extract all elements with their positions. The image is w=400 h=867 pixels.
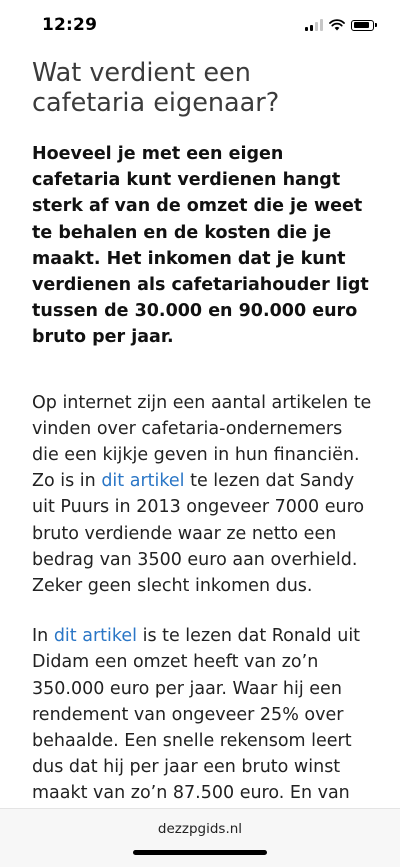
paragraph-2-text-after: is te lezen dat Ronald uit Didam een omzet heeft van zo’n 350.000 euro per jaar. Waar hij een rendement van ongeveer 25% over behaalde. Een snelle rekensom leert dus dat hij per jaar een bruto winst maakt van zo’n 87.500 euro. En van [32, 626, 361, 804]
dit-artikel-link-1[interactable]: dit artikel [101, 471, 185, 492]
status-bar [0, 0, 400, 50]
dit-artikel-link-2[interactable]: dit artikel [53, 626, 138, 647]
wifi-icon [329, 19, 345, 31]
article-lead: Hoeveel je met een eigen cafetaria kunt verdienen hangt sterk af van de omzet die je weet te behalen en de kosten die je maakt. Het inkomen dat je kunt verdienen als cafetariahouder ligt tussen de 30.000 en 90.000 euro bruto per jaar. [32, 144, 369, 348]
paragraph-1-text-before: Op internet zijn een aantal artikelen te vinden over cafetaria-ondernemers die een kijkje geven in hun financiën. Zo is in [32, 392, 372, 492]
article [32, 58, 372, 807]
article-paragraph-2 [32, 623, 372, 806]
paragraph-1-text-after: te lezen dat Sandy uit Puurs in 2013 ongeveer 7000 euro bruto verdiende waar ze netto een bedrag van 3500 euro aan overhield. Zeker geen slecht inkomen dus. [32, 471, 365, 597]
paragraph-2-text-before: In [32, 626, 54, 647]
status-time: 12:29 [42, 15, 98, 35]
home-indicator[interactable] [133, 850, 267, 855]
browser-url-bar[interactable] [0, 808, 400, 867]
article-title: Wat verdient een cafetaria eigenaar? [32, 58, 280, 118]
url-text[interactable]: dezzpgids.nl [157, 821, 243, 837]
signal-icon [305, 19, 323, 31]
article-paragraph-1 [32, 390, 372, 600]
web-page[interactable] [0, 50, 400, 808]
battery-icon [351, 20, 374, 31]
status-icons [305, 19, 374, 31]
